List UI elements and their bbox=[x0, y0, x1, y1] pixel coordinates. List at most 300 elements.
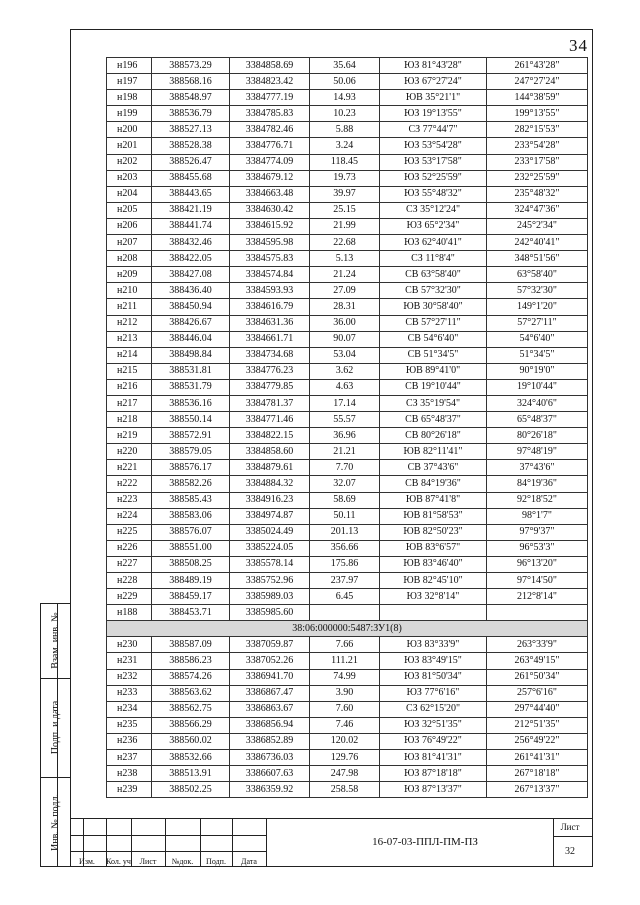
direction-angle-cell: 324°47'36" bbox=[487, 202, 588, 218]
coord-x-cell: 388498.84 bbox=[152, 347, 230, 363]
point-id-cell: н213 bbox=[107, 331, 152, 347]
bearing-cell: ЮЗ 67°27'24" bbox=[380, 74, 487, 90]
table-row bbox=[107, 605, 588, 621]
coord-x-cell: 388536.16 bbox=[152, 395, 230, 411]
point-id-cell: н234 bbox=[107, 701, 152, 717]
bearing-cell: СВ 80°26'18" bbox=[380, 428, 487, 444]
coord-y-cell: 3387052.26 bbox=[230, 653, 310, 669]
table-row bbox=[107, 235, 588, 251]
coordinates-table-wrap bbox=[106, 57, 589, 798]
point-id-cell: н215 bbox=[107, 363, 152, 379]
direction-angle-cell: 97°9'37" bbox=[487, 524, 588, 540]
point-id-cell: н219 bbox=[107, 428, 152, 444]
distance-cell: 111.21 bbox=[310, 653, 380, 669]
bearing-cell: ЮЗ 81°43'28" bbox=[380, 58, 487, 74]
bearing-cell: ЮЗ 55°48'32" bbox=[380, 186, 487, 202]
direction-angle-cell: 212°8'14" bbox=[487, 589, 588, 605]
coord-x-cell: 388489.19 bbox=[152, 573, 230, 589]
coord-x-cell: 388568.16 bbox=[152, 74, 230, 90]
page-number: 34 bbox=[569, 36, 588, 55]
bearing-cell: ЮЗ 52°25'59" bbox=[380, 170, 487, 186]
point-id-cell: н198 bbox=[107, 90, 152, 106]
distance-cell: 21.24 bbox=[310, 267, 380, 283]
direction-angle-cell: 324°40'6" bbox=[487, 395, 588, 411]
distance-cell: 4.63 bbox=[310, 379, 380, 395]
bearing-cell: ЮЗ 53°54'28" bbox=[380, 138, 487, 154]
distance-cell: 39.97 bbox=[310, 186, 380, 202]
point-id-cell: н232 bbox=[107, 669, 152, 685]
bearing-cell: ЮЗ 83°49'15" bbox=[380, 653, 487, 669]
coord-x-cell: 388422.05 bbox=[152, 251, 230, 267]
bearing-cell: СЗ 11°8'4" bbox=[380, 251, 487, 267]
bearing-cell: СВ 57°32'30" bbox=[380, 283, 487, 299]
point-id-cell: н233 bbox=[107, 685, 152, 701]
distance-cell: 3.90 bbox=[310, 685, 380, 701]
table-row bbox=[107, 540, 588, 556]
table-row bbox=[107, 395, 588, 411]
distance-cell: 17.14 bbox=[310, 395, 380, 411]
coord-y-cell: 3384615.92 bbox=[230, 218, 310, 234]
section-header-row bbox=[107, 621, 588, 637]
direction-angle-cell: 54°6'40" bbox=[487, 331, 588, 347]
distance-cell: 237.97 bbox=[310, 573, 380, 589]
bearing-cell: ЮВ 82°45'10" bbox=[380, 573, 487, 589]
bearing-cell: СВ 54°6'40" bbox=[380, 331, 487, 347]
point-id-cell: н239 bbox=[107, 782, 152, 798]
bearing-cell: ЮВ 30°58'40" bbox=[380, 299, 487, 315]
coord-y-cell: 3386359.92 bbox=[230, 782, 310, 798]
point-id-cell: н229 bbox=[107, 589, 152, 605]
point-id-cell: н197 bbox=[107, 74, 152, 90]
tb-line bbox=[266, 819, 267, 867]
point-id-cell: н200 bbox=[107, 122, 152, 138]
point-id-cell: н225 bbox=[107, 524, 152, 540]
direction-angle-cell: 96°13'20" bbox=[487, 556, 588, 572]
direction-angle-cell: 267°13'37" bbox=[487, 782, 588, 798]
coord-y-cell: 3384734.68 bbox=[230, 347, 310, 363]
distance-cell: 175.86 bbox=[310, 556, 380, 572]
distance-cell: 7.46 bbox=[310, 717, 380, 733]
point-id-cell: н205 bbox=[107, 202, 152, 218]
point-id-cell: н223 bbox=[107, 492, 152, 508]
table-row bbox=[107, 299, 588, 315]
direction-angle-cell: 65°48'37" bbox=[487, 412, 588, 428]
coord-y-cell: 3385989.03 bbox=[230, 589, 310, 605]
distance-cell: 3.62 bbox=[310, 363, 380, 379]
table-row bbox=[107, 524, 588, 540]
coord-y-cell: 3384781.37 bbox=[230, 395, 310, 411]
coord-x-cell: 388566.29 bbox=[152, 717, 230, 733]
bearing-cell: ЮЗ 81°41'31" bbox=[380, 750, 487, 766]
point-id-cell: н235 bbox=[107, 717, 152, 733]
coord-y-cell: 3384777.19 bbox=[230, 90, 310, 106]
point-id-cell: н220 bbox=[107, 444, 152, 460]
bearing-cell: ЮВ 81°58'53" bbox=[380, 508, 487, 524]
strip-inner-column bbox=[57, 604, 70, 866]
bearing-cell: ЮЗ 83°33'9" bbox=[380, 637, 487, 653]
section-header-body bbox=[107, 621, 588, 637]
table-row bbox=[107, 428, 588, 444]
direction-angle-cell: 97°48'19" bbox=[487, 444, 588, 460]
table-row bbox=[107, 218, 588, 234]
direction-angle-cell: 57°27'11" bbox=[487, 315, 588, 331]
direction-angle-cell: 98°1'7" bbox=[487, 508, 588, 524]
bearing-cell: ЮЗ 77°6'16" bbox=[380, 685, 487, 701]
coord-y-cell: 3384593.93 bbox=[230, 283, 310, 299]
coord-x-cell: 388574.26 bbox=[152, 669, 230, 685]
coordinates-table bbox=[106, 57, 588, 798]
coord-y-cell: 3384879.61 bbox=[230, 460, 310, 476]
section-header: 38:06:000000:5487:ЗУ1(8) bbox=[107, 621, 588, 637]
coord-y-cell: 3385752.96 bbox=[230, 573, 310, 589]
direction-angle-cell: 263°49'15" bbox=[487, 653, 588, 669]
coord-y-cell: 3385224.05 bbox=[230, 540, 310, 556]
point-id-cell: н204 bbox=[107, 186, 152, 202]
distance-cell: 6.45 bbox=[310, 589, 380, 605]
distance-cell: 247.98 bbox=[310, 766, 380, 782]
coord-y-cell: 3386736.03 bbox=[230, 750, 310, 766]
coord-x-cell: 388450.94 bbox=[152, 299, 230, 315]
bearing-cell: СВ 19°10'44" bbox=[380, 379, 487, 395]
coord-y-cell: 3384631.36 bbox=[230, 315, 310, 331]
coord-x-cell: 388582.26 bbox=[152, 476, 230, 492]
coord-x-cell: 388527.13 bbox=[152, 122, 230, 138]
direction-angle-cell: 63°58'40" bbox=[487, 267, 588, 283]
point-id-cell: н237 bbox=[107, 750, 152, 766]
direction-angle-cell: 144°38'59" bbox=[487, 90, 588, 106]
bearing-cell: ЮВ 89°41'0" bbox=[380, 363, 487, 379]
direction-angle-cell: 247°27'24" bbox=[487, 74, 588, 90]
bearing-cell: ЮЗ 87°18'18" bbox=[380, 766, 487, 782]
direction-angle-cell: 282°15'53" bbox=[487, 122, 588, 138]
direction-angle-cell: 96°53'3" bbox=[487, 540, 588, 556]
bearing-cell: СВ 51°34'5" bbox=[380, 347, 487, 363]
coord-x-cell: 388421.19 bbox=[152, 202, 230, 218]
tb-header-sheet: Лист bbox=[139, 857, 157, 866]
table-row bbox=[107, 782, 588, 798]
distance-cell: 356.66 bbox=[310, 540, 380, 556]
coord-x-cell: 388573.29 bbox=[152, 58, 230, 74]
coord-y-cell: 3384823.42 bbox=[230, 74, 310, 90]
coord-y-cell: 3384771.46 bbox=[230, 412, 310, 428]
direction-angle-cell: 245°2'34" bbox=[487, 218, 588, 234]
coord-x-cell: 388513.91 bbox=[152, 766, 230, 782]
tb-header-date: Дата bbox=[241, 857, 257, 866]
coord-y-cell: 3384774.09 bbox=[230, 154, 310, 170]
point-id-cell: н196 bbox=[107, 58, 152, 74]
coord-x-cell: 388536.79 bbox=[152, 106, 230, 122]
distance-cell: 36.96 bbox=[310, 428, 380, 444]
table-row bbox=[107, 733, 588, 749]
bearing-cell: ЮЗ 19°13'55" bbox=[380, 106, 487, 122]
coord-x-cell: 388446.04 bbox=[152, 331, 230, 347]
direction-angle-cell: 233°17'58" bbox=[487, 154, 588, 170]
table-row bbox=[107, 589, 588, 605]
distance-cell: 27.09 bbox=[310, 283, 380, 299]
table-row bbox=[107, 669, 588, 685]
direction-angle-cell: 297°44'40" bbox=[487, 701, 588, 717]
table-row bbox=[107, 750, 588, 766]
coord-y-cell: 3384663.48 bbox=[230, 186, 310, 202]
table-row bbox=[107, 412, 588, 428]
direction-angle-cell: 80°26'18" bbox=[487, 428, 588, 444]
sheet-number: 32 bbox=[565, 846, 575, 857]
distance-cell: 53.04 bbox=[310, 347, 380, 363]
distance-cell: 74.99 bbox=[310, 669, 380, 685]
bearing-cell: ЮВ 87°41'8" bbox=[380, 492, 487, 508]
point-id-cell: н210 bbox=[107, 283, 152, 299]
strip-label-replace: Взам. инв. № bbox=[50, 612, 61, 669]
direction-angle-cell: 92°18'52" bbox=[487, 492, 588, 508]
bearing-cell: ЮЗ 76°49'22" bbox=[380, 733, 487, 749]
table-row bbox=[107, 267, 588, 283]
coord-y-cell: 3384974.87 bbox=[230, 508, 310, 524]
distance-cell: 5.88 bbox=[310, 122, 380, 138]
coord-y-cell: 3385024.49 bbox=[230, 524, 310, 540]
coord-x-cell: 388436.40 bbox=[152, 283, 230, 299]
table-row bbox=[107, 701, 588, 717]
coord-y-cell: 3387059.87 bbox=[230, 637, 310, 653]
direction-angle-cell: 233°54'28" bbox=[487, 138, 588, 154]
direction-angle-cell: 263°33'9" bbox=[487, 637, 588, 653]
distance-cell: 50.11 bbox=[310, 508, 380, 524]
bearing-cell: СВ 63°58'40" bbox=[380, 267, 487, 283]
point-id-cell: н224 bbox=[107, 508, 152, 524]
distance-cell: 201.13 bbox=[310, 524, 380, 540]
direction-angle-cell: 90°19'0" bbox=[487, 363, 588, 379]
coord-x-cell: 388587.09 bbox=[152, 637, 230, 653]
coord-y-cell: 3384661.71 bbox=[230, 331, 310, 347]
point-id-cell: н230 bbox=[107, 637, 152, 653]
coord-x-cell: 388563.62 bbox=[152, 685, 230, 701]
table-row bbox=[107, 444, 588, 460]
coord-y-cell: 3384776.71 bbox=[230, 138, 310, 154]
point-id-cell: н227 bbox=[107, 556, 152, 572]
table-body-bottom bbox=[107, 637, 588, 798]
coord-x-cell: 388427.08 bbox=[152, 267, 230, 283]
table-row bbox=[107, 202, 588, 218]
distance-cell: 120.02 bbox=[310, 733, 380, 749]
table-row bbox=[107, 138, 588, 154]
direction-angle-cell: 97°14'50" bbox=[487, 573, 588, 589]
distance-cell: 35.64 bbox=[310, 58, 380, 74]
point-id-cell: н238 bbox=[107, 766, 152, 782]
table-row bbox=[107, 251, 588, 267]
distance-cell: 21.21 bbox=[310, 444, 380, 460]
coord-y-cell: 3384630.42 bbox=[230, 202, 310, 218]
coord-y-cell: 3384779.85 bbox=[230, 379, 310, 395]
direction-angle-cell: 19°10'44" bbox=[487, 379, 588, 395]
point-id-cell: н188 bbox=[107, 605, 152, 621]
coord-y-cell: 3384595.98 bbox=[230, 235, 310, 251]
bearing-cell: ЮВ 83°6'57" bbox=[380, 540, 487, 556]
bearing-cell: СЗ 77°44'7" bbox=[380, 122, 487, 138]
point-id-cell: н236 bbox=[107, 733, 152, 749]
point-id-cell: н201 bbox=[107, 138, 152, 154]
distance-cell: 25.15 bbox=[310, 202, 380, 218]
coord-y-cell: 3385985.60 bbox=[230, 605, 310, 621]
bearing-cell: СЗ 35°12'24" bbox=[380, 202, 487, 218]
table-row bbox=[107, 331, 588, 347]
distance-cell: 10.23 bbox=[310, 106, 380, 122]
distance-cell: 55.57 bbox=[310, 412, 380, 428]
distance-cell: 7.66 bbox=[310, 637, 380, 653]
table-row bbox=[107, 58, 588, 74]
coord-x-cell: 388550.14 bbox=[152, 412, 230, 428]
table-row bbox=[107, 508, 588, 524]
direction-angle-cell: 257°6'16" bbox=[487, 685, 588, 701]
distance-cell bbox=[310, 605, 380, 621]
coord-y-cell: 3386941.70 bbox=[230, 669, 310, 685]
coord-y-cell: 3384822.15 bbox=[230, 428, 310, 444]
bearing-cell: ЮЗ 65°2'34" bbox=[380, 218, 487, 234]
title-block bbox=[70, 818, 593, 867]
coord-x-cell: 388548.97 bbox=[152, 90, 230, 106]
coord-y-cell: 3384776.23 bbox=[230, 363, 310, 379]
distance-cell: 58.69 bbox=[310, 492, 380, 508]
point-id-cell: н207 bbox=[107, 235, 152, 251]
coord-x-cell: 388508.25 bbox=[152, 556, 230, 572]
strip-label-inv: Инв. № подл. bbox=[50, 794, 61, 851]
direction-angle-cell: 348°51'56" bbox=[487, 251, 588, 267]
coord-x-cell: 388572.91 bbox=[152, 428, 230, 444]
table-row bbox=[107, 460, 588, 476]
point-id-cell: н208 bbox=[107, 251, 152, 267]
point-id-cell: н217 bbox=[107, 395, 152, 411]
coord-x-cell: 388531.81 bbox=[152, 363, 230, 379]
table-row bbox=[107, 637, 588, 653]
table-row bbox=[107, 283, 588, 299]
bearing-cell: ЮЗ 87°13'37" bbox=[380, 782, 487, 798]
coord-y-cell: 3386856.94 bbox=[230, 717, 310, 733]
direction-angle-cell: 235°48'32" bbox=[487, 186, 588, 202]
bearing-cell: СВ 37°43'6" bbox=[380, 460, 487, 476]
coord-x-cell: 388579.05 bbox=[152, 444, 230, 460]
table-row bbox=[107, 766, 588, 782]
stamp-side-strip bbox=[40, 603, 70, 867]
tb-line bbox=[553, 836, 593, 837]
table-row bbox=[107, 315, 588, 331]
coord-y-cell: 3386852.89 bbox=[230, 733, 310, 749]
point-id-cell: н199 bbox=[107, 106, 152, 122]
bearing-cell: ЮВ 35°21'1" bbox=[380, 90, 487, 106]
direction-angle-cell: 232°25'59" bbox=[487, 170, 588, 186]
tb-header-count: Кол. уч bbox=[106, 857, 131, 866]
point-id-cell: н222 bbox=[107, 476, 152, 492]
point-id-cell: н228 bbox=[107, 573, 152, 589]
table-row bbox=[107, 347, 588, 363]
coord-y-cell: 3384782.46 bbox=[230, 122, 310, 138]
bearing-cell: СВ 57°27'11" bbox=[380, 315, 487, 331]
direction-angle-cell: 51°34'5" bbox=[487, 347, 588, 363]
table-row bbox=[107, 379, 588, 395]
bearing-cell: ЮЗ 81°50'34" bbox=[380, 669, 487, 685]
direction-angle-cell: 261°43'28" bbox=[487, 58, 588, 74]
coord-x-cell: 388426.67 bbox=[152, 315, 230, 331]
point-id-cell: н212 bbox=[107, 315, 152, 331]
point-id-cell: н202 bbox=[107, 154, 152, 170]
table-row bbox=[107, 573, 588, 589]
distance-cell: 118.45 bbox=[310, 154, 380, 170]
table-body-top bbox=[107, 58, 588, 621]
coord-x-cell: 388441.74 bbox=[152, 218, 230, 234]
coord-x-cell: 388576.17 bbox=[152, 460, 230, 476]
table-row bbox=[107, 106, 588, 122]
coord-x-cell: 388528.38 bbox=[152, 138, 230, 154]
point-id-cell: н203 bbox=[107, 170, 152, 186]
distance-cell: 129.76 bbox=[310, 750, 380, 766]
coord-y-cell: 3384574.84 bbox=[230, 267, 310, 283]
table-row bbox=[107, 556, 588, 572]
distance-cell: 50.06 bbox=[310, 74, 380, 90]
sheet-label: Лист bbox=[560, 822, 580, 832]
coord-y-cell: 3384575.83 bbox=[230, 251, 310, 267]
point-id-cell: н218 bbox=[107, 412, 152, 428]
coord-y-cell: 3386867.47 bbox=[230, 685, 310, 701]
coord-x-cell: 388576.07 bbox=[152, 524, 230, 540]
direction-angle-cell: 37°43'6" bbox=[487, 460, 588, 476]
bearing-cell: СЗ 62°15'20" bbox=[380, 701, 487, 717]
table-row bbox=[107, 170, 588, 186]
coord-x-cell: 388532.66 bbox=[152, 750, 230, 766]
coord-x-cell: 388560.02 bbox=[152, 733, 230, 749]
document-number: 16-07-03-ППЛ-ПМ-ПЗ bbox=[372, 836, 478, 848]
coord-x-cell: 388585.43 bbox=[152, 492, 230, 508]
bearing-cell: ЮВ 83°46'40" bbox=[380, 556, 487, 572]
distance-cell: 258.58 bbox=[310, 782, 380, 798]
table-row bbox=[107, 122, 588, 138]
bearing-cell: ЮЗ 32°8'14" bbox=[380, 589, 487, 605]
tb-header-signature: Подп. bbox=[206, 857, 226, 866]
bearing-cell: ЮВ 82°50'23" bbox=[380, 524, 487, 540]
table-row bbox=[107, 90, 588, 106]
coord-y-cell: 3384916.23 bbox=[230, 492, 310, 508]
point-id-cell: н209 bbox=[107, 267, 152, 283]
distance-cell: 5.13 bbox=[310, 251, 380, 267]
coord-x-cell: 388459.17 bbox=[152, 589, 230, 605]
coord-x-cell: 388443.65 bbox=[152, 186, 230, 202]
distance-cell: 21.99 bbox=[310, 218, 380, 234]
direction-angle-cell: 267°18'18" bbox=[487, 766, 588, 782]
coord-x-cell: 388453.71 bbox=[152, 605, 230, 621]
table-row bbox=[107, 186, 588, 202]
coord-x-cell: 388583.06 bbox=[152, 508, 230, 524]
bearing-cell: СВ 65°48'37" bbox=[380, 412, 487, 428]
table-row bbox=[107, 653, 588, 669]
coord-x-cell: 388455.68 bbox=[152, 170, 230, 186]
table-row bbox=[107, 154, 588, 170]
distance-cell: 90.07 bbox=[310, 331, 380, 347]
direction-angle-cell: 261°41'31" bbox=[487, 750, 588, 766]
strip-label-sign: Подп. и дата bbox=[50, 700, 61, 755]
distance-cell: 22.68 bbox=[310, 235, 380, 251]
distance-cell: 19.73 bbox=[310, 170, 380, 186]
coord-x-cell: 388551.00 bbox=[152, 540, 230, 556]
tb-header-change: Изм. bbox=[79, 857, 95, 866]
distance-cell: 7.70 bbox=[310, 460, 380, 476]
coord-x-cell: 388432.46 bbox=[152, 235, 230, 251]
distance-cell: 14.93 bbox=[310, 90, 380, 106]
direction-angle-cell: 242°40'41" bbox=[487, 235, 588, 251]
bearing-cell: СЗ 35°19'54" bbox=[380, 395, 487, 411]
table-row bbox=[107, 476, 588, 492]
direction-angle-cell: 84°19'36" bbox=[487, 476, 588, 492]
distance-cell: 32.07 bbox=[310, 476, 380, 492]
bearing-cell: ЮВ 82°11'41" bbox=[380, 444, 487, 460]
direction-angle-cell: 199°13'55" bbox=[487, 106, 588, 122]
coord-y-cell: 3384884.32 bbox=[230, 476, 310, 492]
point-id-cell: н216 bbox=[107, 379, 152, 395]
